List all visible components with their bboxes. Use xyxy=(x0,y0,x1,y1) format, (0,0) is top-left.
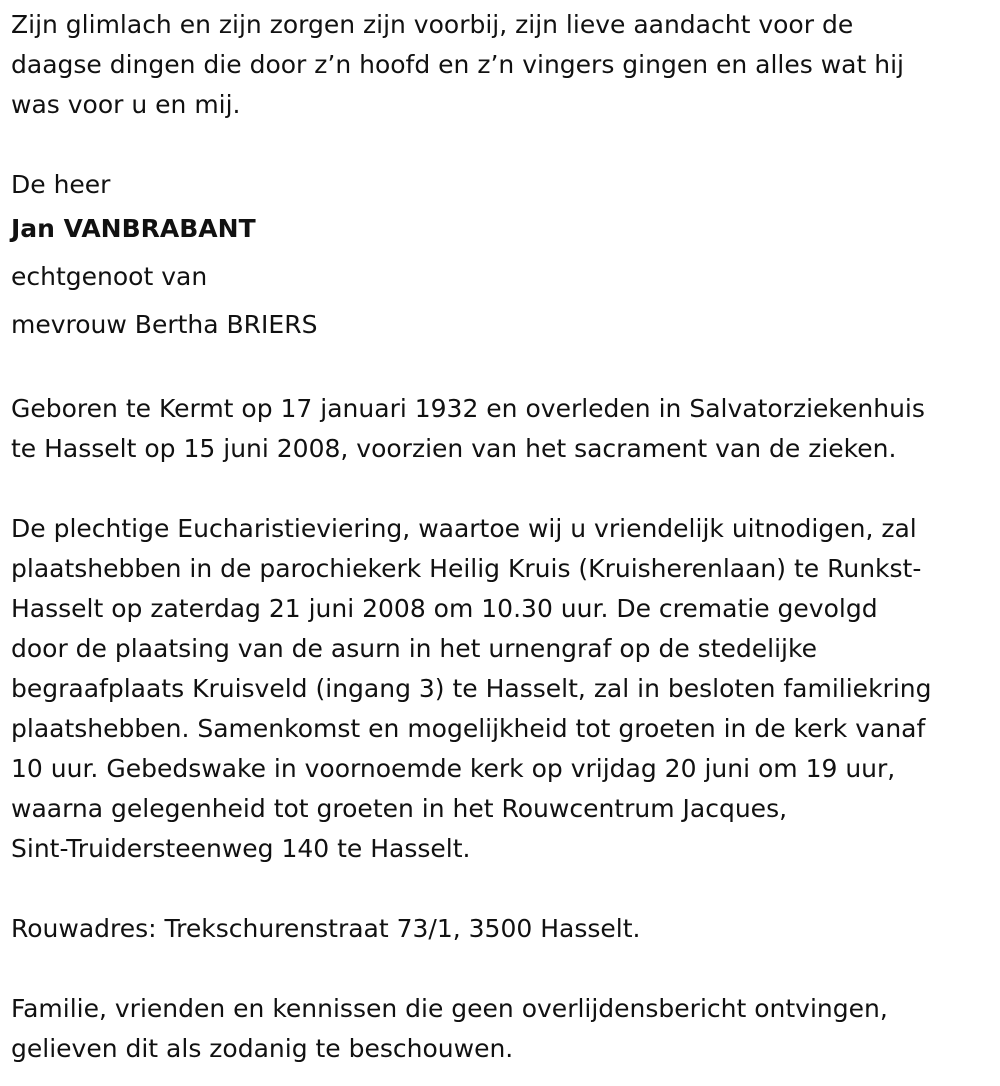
ceremony-line: De plechtige Eucharistieviering, waartoe wij u vriendelijk uitnodigen, zal xyxy=(11,514,917,543)
ceremony-line: Hasselt op zaterdag 21 juni 2008 om 10.30 uur. De crematie gevolgd xyxy=(11,594,878,623)
closing-line: Familie, vrienden en kennissen die geen overlijdensbericht ontvingen, xyxy=(11,994,888,1023)
ceremony-line: door de plaatsing van de asurn in het urnengraf op de stedelijke xyxy=(11,634,817,663)
ceremony-line: Sint-Truidersteenweg 140 te Hasselt. xyxy=(11,834,471,863)
intro-line: was voor u en mij. xyxy=(11,90,241,119)
birth-death-line: Geboren te Kermt op 17 januari 1932 en overleden in Salvatorziekenhuis xyxy=(11,394,925,423)
ceremony-line: 10 uur. Gebedswake in voornoemde kerk op vrijdag 20 juni om 19 uur, xyxy=(11,754,896,783)
ceremony-paragraph xyxy=(11,509,988,869)
deceased-spouse: mevrouw Bertha BRIERS xyxy=(11,310,318,339)
closing-paragraph xyxy=(11,989,988,1069)
birth-death-line: te Hasselt op 15 juni 2008, voorzien van het sacrament van de zieken. xyxy=(11,434,897,463)
intro-line: daagse dingen die door z’n hoofd en z’n vingers gingen en alles wat hij xyxy=(11,50,904,79)
deceased-relation: echtgenoot van xyxy=(11,262,208,291)
birth-death-paragraph xyxy=(11,389,988,469)
ceremony-line: begraafplaats Kruisveld (ingang 3) te Hasselt, zal in besloten familiekring xyxy=(11,674,932,703)
deceased-name: Jan VANBRABANT xyxy=(11,214,256,243)
deceased-block xyxy=(11,165,988,349)
intro-paragraph xyxy=(11,5,988,125)
ceremony-line: waarna gelegenheid tot groeten in het Rouwcentrum Jacques, xyxy=(11,794,788,823)
ceremony-line: plaatshebben in de parochiekerk Heilig Kruis (Kruisherenlaan) te Runkst- xyxy=(11,554,922,583)
deceased-title: De heer xyxy=(11,170,111,199)
mourning-address: Rouwadres: Trekschurenstraat 73/1, 3500 Hasselt. xyxy=(11,914,641,943)
closing-line: gelieven dit als zodanig te beschouwen. xyxy=(11,1034,514,1063)
ceremony-line: plaatshebben. Samenkomst en mogelijkheid tot groeten in de kerk vanaf xyxy=(11,714,926,743)
address-paragraph xyxy=(11,909,988,949)
intro-line: Zijn glimlach en zijn zorgen zijn voorbij, zijn lieve aandacht voor de xyxy=(11,10,854,39)
